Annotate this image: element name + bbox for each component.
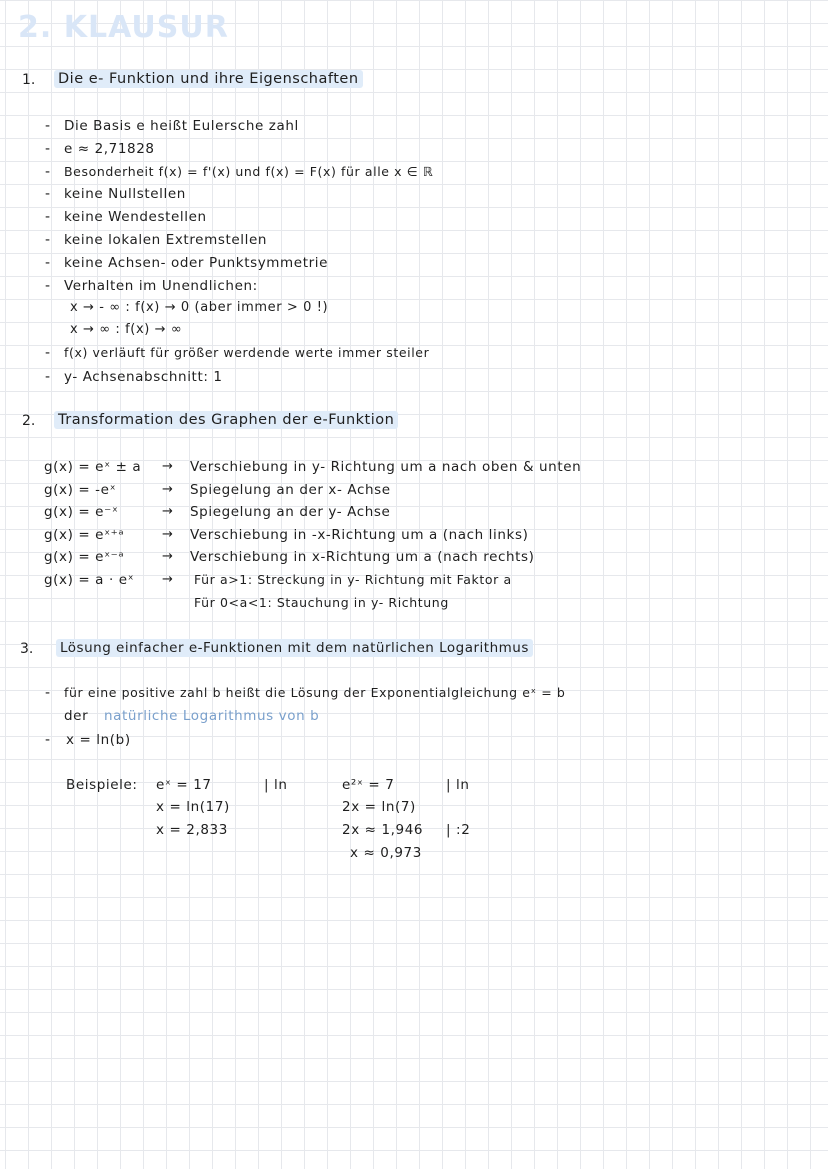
formula: g(x) = eˣ⁻ᵃ (44, 549, 125, 565)
bullet-dash: - (45, 209, 51, 225)
formula: g(x) = eˣ ± a (44, 459, 142, 475)
bullet-dash: - (45, 255, 51, 271)
infinity-line: x → ∞ : f(x) → ∞ (70, 322, 183, 337)
transformation-text: Spiegelung an der x- Achse (190, 482, 391, 498)
transformation-text: Für a>1: Streckung in y- Richtung mit Faktor a (194, 572, 512, 587)
highlighted-term: natürliche Logarithmus von b (104, 708, 320, 724)
bullet-dash: - (45, 369, 51, 385)
text-line: für eine positive zahl b heißt die Lösung der Exponentialgleichung eˣ = b (64, 685, 566, 700)
transformation-text: Verschiebung in y- Richtung um a nach oben & unten (190, 459, 582, 475)
list-item: keine lokalen Extremstellen (64, 232, 268, 248)
examples-label: Beispiele: (66, 777, 138, 793)
bullet-dash: - (45, 345, 51, 361)
transformation-text: Verschiebung in x-Richtung um a (nach rechts) (190, 549, 535, 565)
text-line: x = ln(b) (66, 732, 131, 748)
example-2-operation: | :2 (446, 822, 471, 838)
section-1-number: 1. (22, 72, 36, 88)
example-1-line: eˣ = 17 (156, 777, 212, 793)
arrow-icon: → (162, 549, 173, 564)
section-2-number: 2. (22, 413, 36, 429)
bullet-dash: - (45, 232, 51, 248)
arrow-icon: → (162, 459, 173, 474)
list-item: Verhalten im Unendlichen: (64, 278, 258, 294)
example-2-line: 2x ≈ 1,946 (342, 822, 424, 838)
transformation-text: Verschiebung in -x-Richtung um a (nach links) (190, 527, 529, 543)
example-2-operation: | ln (446, 777, 470, 793)
bullet-dash: - (45, 732, 51, 748)
arrow-icon: → (162, 504, 173, 519)
section-3-number: 3. (20, 641, 34, 657)
text-line-prefix: der (64, 708, 89, 724)
example-1-operation: | ln (264, 777, 288, 793)
example-2-line: x ≈ 0,973 (350, 845, 422, 861)
bullet-dash: - (45, 118, 51, 134)
bullet-dash: - (45, 141, 51, 157)
section-3-heading: Lösung einfacher e-Funktionen mit dem natürlichen Logarithmus (56, 639, 533, 657)
transformation-text: Spiegelung an der y- Achse (190, 504, 391, 520)
formula: g(x) = a · eˣ (44, 572, 135, 588)
list-item: y- Achsenabschnitt: 1 (64, 369, 223, 385)
bullet-dash: - (45, 278, 51, 294)
list-item: f(x) verläuft für größer werdende werte immer steiler (64, 345, 430, 360)
list-item: Besonderheit f(x) = f'(x) und f(x) = F(x) für alle x ∈ ℝ (64, 164, 434, 179)
list-item: e ≈ 2,71828 (64, 141, 155, 157)
arrow-icon: → (162, 572, 173, 587)
example-1-line: x = ln(17) (156, 799, 230, 815)
formula: g(x) = eˣ⁺ᵃ (44, 527, 125, 543)
page-title: 2. KLAUSUR (18, 10, 229, 45)
formula: g(x) = e⁻ˣ (44, 504, 119, 520)
example-2-line: 2x = ln(7) (342, 799, 416, 815)
example-2-line: e²ˣ = 7 (342, 777, 395, 793)
section-2-heading: Transformation des Graphen der e-Funktion (54, 411, 398, 429)
example-1-line: x = 2,833 (156, 822, 228, 838)
list-item: keine Achsen- oder Punktsymmetrie (64, 255, 329, 271)
bullet-dash: - (45, 186, 51, 202)
bullet-dash: - (45, 685, 51, 701)
list-item: Die Basis e heißt Eulersche zahl (64, 118, 299, 134)
formula: g(x) = -eˣ (44, 482, 117, 498)
arrow-icon: → (162, 482, 173, 497)
section-1-heading: Die e- Funktion und ihre Eigenschaften (54, 70, 363, 88)
arrow-icon: → (162, 527, 173, 542)
list-item: keine Nullstellen (64, 186, 186, 202)
infinity-line: x → - ∞ : f(x) → 0 (aber immer > 0 !) (70, 300, 329, 315)
list-item: keine Wendestellen (64, 209, 207, 225)
transformation-text: Für 0<a<1: Stauchung in y- Richtung (194, 595, 449, 610)
bullet-dash: - (45, 164, 51, 180)
